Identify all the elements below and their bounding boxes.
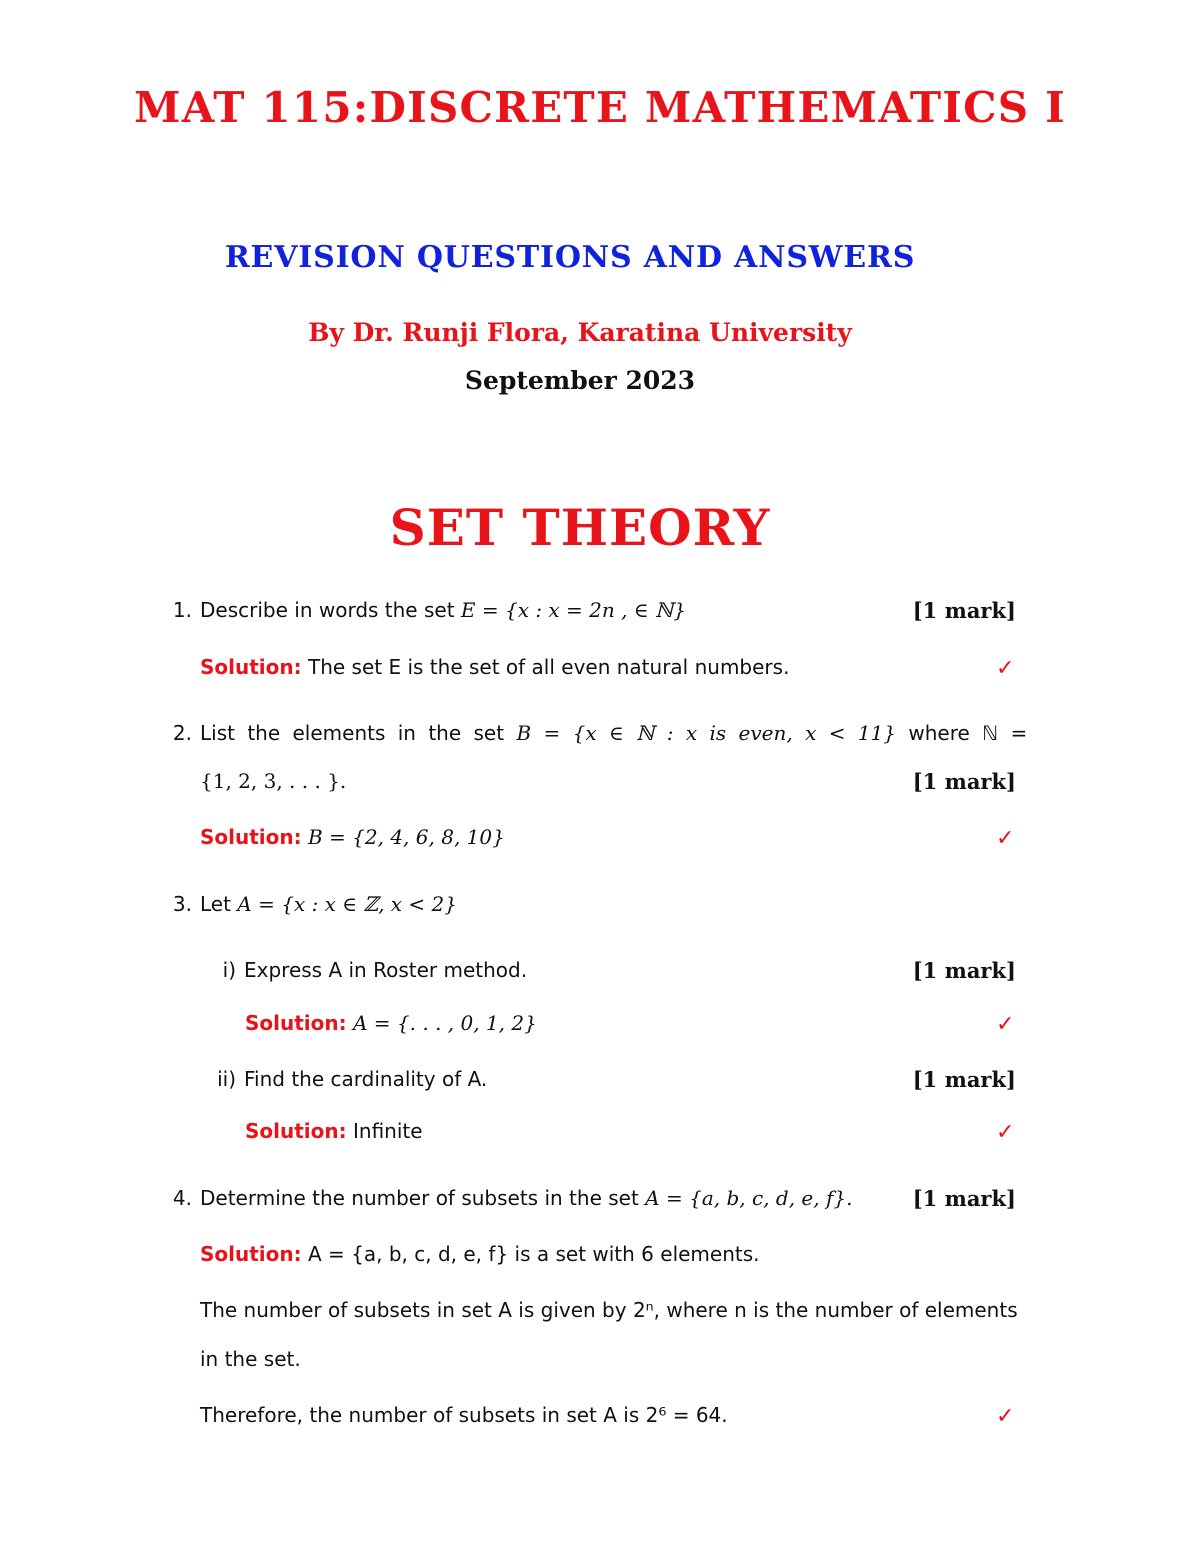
solution-text: Infinite — [353, 1119, 423, 1143]
mark-label: [1 mark] — [912, 769, 1016, 794]
solution-3-ii — [245, 1119, 423, 1143]
part-label: ii) — [217, 1067, 236, 1091]
solution-4-line-2: The number of subsets in set A is given by 2ⁿ, where n is the number of elements — [200, 1298, 1018, 1322]
question-3-part-i — [200, 958, 527, 982]
set-expression: A = {a, b, c, d, e, f}. — [645, 1186, 853, 1210]
question-3-part-ii — [200, 1067, 487, 1091]
section-title: SET THEORY — [389, 498, 771, 557]
question-number: 1. — [172, 598, 192, 622]
document-subtitle: REVISION QUESTIONS AND ANSWERS — [224, 240, 916, 275]
solution-label: Solution: — [200, 1242, 302, 1266]
check-icon: ✓ — [996, 1011, 1015, 1036]
solution-2 — [200, 825, 505, 849]
part-text: Find the cardinality of A. — [244, 1067, 488, 1091]
mark-label: [1 mark] — [912, 598, 1016, 623]
set-expression: B = {x ∈ ℕ : x is even, x < 11} — [516, 721, 897, 745]
mark-label: [1 mark] — [912, 1067, 1016, 1092]
solution-text: The set E is the set of all even natural numbers. — [308, 655, 790, 679]
check-icon: ✓ — [996, 1119, 1015, 1144]
solution-4 — [200, 1242, 760, 1266]
solution-1 — [200, 655, 789, 679]
question-text: Let — [200, 892, 231, 916]
solution-text: A = {. . . , 0, 1, 2} — [353, 1011, 537, 1035]
question-text-continued: where ℕ = — [908, 721, 1028, 745]
check-icon: ✓ — [996, 825, 1015, 850]
solution-text: B = {2, 4, 6, 8, 10} — [308, 825, 505, 849]
question-2-line-2: {1, 2, 3, . . . }. — [200, 769, 347, 793]
mark-label: [1 mark] — [912, 1186, 1016, 1211]
part-label: i) — [222, 958, 236, 982]
solution-label: Solution: — [245, 1011, 347, 1035]
solution-label: Solution: — [245, 1119, 347, 1143]
author-line: By Dr. Runji Flora, Karatina University — [308, 318, 852, 347]
question-2 — [160, 721, 1027, 745]
solution-text: A = {a, b, c, d, e, f} is a set with 6 elements. — [308, 1242, 760, 1266]
document-title: MAT 115:DISCRETE MATHEMATICS I — [134, 83, 1066, 132]
check-icon: ✓ — [996, 1403, 1015, 1428]
question-1 — [160, 598, 686, 622]
part-text: Express A in Roster method. — [244, 958, 528, 982]
solution-4-line-4: Therefore, the number of subsets in set A is 2⁶ = 64. — [200, 1403, 728, 1427]
date-line: September 2023 — [464, 366, 696, 395]
solution-4-line-3: in the set. — [200, 1347, 301, 1371]
question-text: List the elements in the set — [200, 721, 505, 745]
solution-3-i — [245, 1011, 537, 1035]
question-text: Describe in words the set — [200, 598, 455, 622]
check-icon: ✓ — [996, 655, 1015, 680]
set-expression: A = {x : x ∈ ℤ, x < 2} — [237, 892, 457, 916]
set-expression: E = {x : x = 2n , ∈ ℕ} — [460, 598, 687, 622]
question-number: 3. — [172, 892, 192, 916]
question-number: 4. — [172, 1186, 192, 1210]
mark-label: [1 mark] — [912, 958, 1016, 983]
question-4 — [160, 1186, 852, 1210]
question-number: 2. — [172, 721, 192, 745]
solution-label: Solution: — [200, 655, 302, 679]
solution-label: Solution: — [200, 825, 302, 849]
question-text: Determine the number of subsets in the set — [200, 1186, 639, 1210]
question-3 — [160, 892, 457, 916]
